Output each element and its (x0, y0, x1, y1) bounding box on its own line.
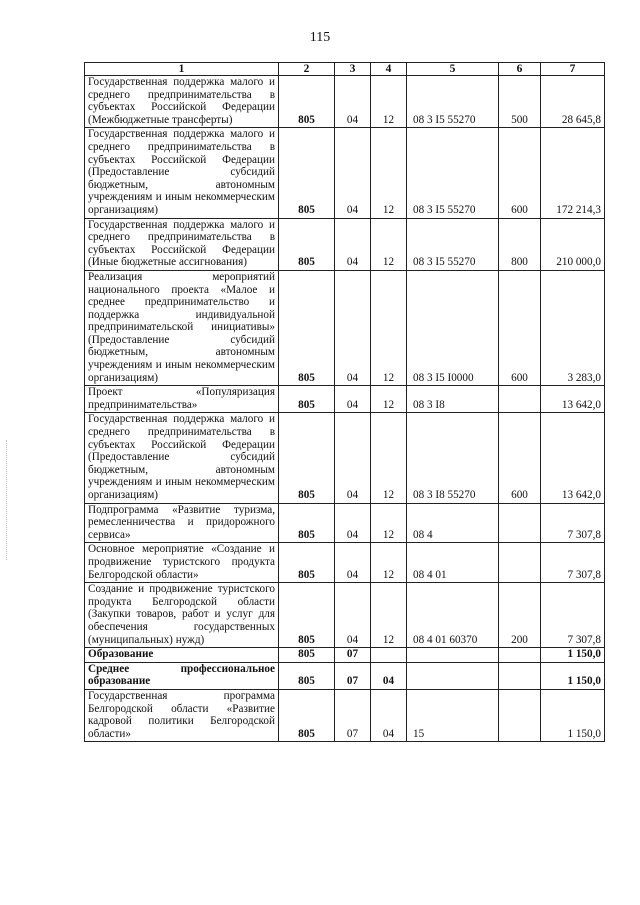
ministry-code-cell: 805 (279, 583, 335, 648)
target-article-cell (407, 648, 499, 663)
ministry-code-cell: 805 (279, 386, 335, 413)
amount-cell: 13 642,0 (541, 386, 605, 413)
ministry-code-cell: 805 (279, 218, 335, 270)
expense-type-cell: 200 (499, 583, 541, 648)
subsection-cell: 04 (371, 689, 407, 741)
row-name-cell: Основное мероприятие «Создание и продвижение туристского продукта Белгородской области» (85, 543, 279, 583)
subsection-cell: 12 (371, 413, 407, 503)
row-name-cell: Проект «Популяризация предпринимательства» (85, 386, 279, 413)
section-cell: 04 (335, 386, 371, 413)
amount-cell: 172 214,3 (541, 128, 605, 218)
ministry-code-cell: 805 (279, 543, 335, 583)
expense-type-cell: 600 (499, 413, 541, 503)
target-article-cell: 08 4 01 (407, 543, 499, 583)
target-article-cell: 08 3 I5 55270 (407, 218, 499, 270)
ministry-code-cell: 805 (279, 662, 335, 689)
ministry-code-cell: 805 (279, 270, 335, 385)
target-article-cell: 08 4 (407, 503, 499, 543)
table-row (85, 543, 605, 583)
row-name-cell: Государственная поддержка малого и среднего предпринимательства в субъектах Российской Федерации (Межбюджетные трансферты) (85, 76, 279, 128)
column-header-4: 4 (371, 63, 407, 76)
subsection-cell: 12 (371, 583, 407, 648)
column-header-1: 1 (85, 63, 279, 76)
section-cell: 07 (335, 662, 371, 689)
subsection-cell: 12 (371, 76, 407, 128)
section-cell: 04 (335, 413, 371, 503)
table-row (85, 583, 605, 648)
subsection-cell: 12 (371, 503, 407, 543)
subsection-cell: 12 (371, 386, 407, 413)
row-name-cell: Государственная программа Белгородской области «Развитие кадровой политики Белгородской области» (85, 689, 279, 741)
table-row (85, 648, 605, 663)
expense-type-cell: 600 (499, 270, 541, 385)
column-header-5: 5 (407, 63, 499, 76)
row-name-cell: Государственная поддержка малого и среднего предпринимательства в субъектах Российской Федерации (Предоставление субсидий бюджетным, автономным учреждениям и иным некоммерческим организациям) (85, 128, 279, 218)
section-cell: 04 (335, 543, 371, 583)
ministry-code-cell: 805 (279, 128, 335, 218)
scan-edge-marks (6, 440, 9, 560)
row-name-cell: Государственная поддержка малого и среднего предпринимательства в субъектах Российской Федерации (Предоставление субсидий бюджетным, автономным учреждениям и иным некоммерческим организациям) (85, 413, 279, 503)
amount-cell: 1 150,0 (541, 689, 605, 741)
page-number: 115 (309, 30, 331, 45)
target-article-cell (407, 662, 499, 689)
row-name-cell: Государственная поддержка малого и среднего предпринимательства в субъектах Российской Федерации (Иные бюджетные ассигнования) (85, 218, 279, 270)
section-cell: 04 (335, 128, 371, 218)
amount-cell: 3 283,0 (541, 270, 605, 385)
target-article-cell: 15 (407, 689, 499, 741)
subsection-cell: 12 (371, 218, 407, 270)
expense-type-cell (499, 689, 541, 741)
section-cell: 07 (335, 648, 371, 663)
section-cell: 04 (335, 76, 371, 128)
target-article-cell: 08 3 I5 55270 (407, 128, 499, 218)
row-name-cell: Реализация мероприятий национального проекта «Малое и среднее предпринимательство и поддержка индивидуальной предпринимательской инициативы» (Предоставление субсидий бюджетным, автономным учреждениям и иным некоммерческим организациям) (85, 270, 279, 385)
expense-type-cell: 600 (499, 128, 541, 218)
amount-cell: 7 307,8 (541, 543, 605, 583)
column-header-3: 3 (335, 63, 371, 76)
expense-type-cell (499, 503, 541, 543)
subsection-cell (371, 648, 407, 663)
expense-type-cell (499, 543, 541, 583)
table-row (85, 503, 605, 543)
subsection-cell: 12 (371, 543, 407, 583)
section-cell: 04 (335, 270, 371, 385)
amount-cell: 28 645,8 (541, 76, 605, 128)
column-header-6: 6 (499, 63, 541, 76)
column-header-7: 7 (541, 63, 605, 76)
target-article-cell: 08 3 I8 (407, 386, 499, 413)
row-name-cell: Подпрограмма «Развитие туризма, ремесленничества и придорожного сервиса» (85, 503, 279, 543)
subsection-cell: 12 (371, 128, 407, 218)
table-body (85, 76, 605, 742)
amount-cell: 7 307,8 (541, 503, 605, 543)
amount-cell: 1 150,0 (541, 662, 605, 689)
row-name-cell: Среднее профессиональное образование (85, 662, 279, 689)
ministry-code-cell: 805 (279, 648, 335, 663)
ministry-code-cell: 805 (279, 413, 335, 503)
expense-type-cell (499, 662, 541, 689)
section-cell: 04 (335, 503, 371, 543)
budget-table (84, 62, 605, 742)
table-header-row (85, 63, 605, 76)
amount-cell: 210 000,0 (541, 218, 605, 270)
expense-type-cell (499, 648, 541, 663)
expense-type-cell: 500 (499, 76, 541, 128)
amount-cell: 1 150,0 (541, 648, 605, 663)
table-row (85, 76, 605, 128)
subsection-cell: 12 (371, 270, 407, 385)
expense-type-cell (499, 386, 541, 413)
amount-cell: 7 307,8 (541, 583, 605, 648)
row-name-cell: Создание и продвижение туристского продукта Белгородской области (Закупки товаров, работ и услуг для обеспечения государственных (муниципальных) нужд) (85, 583, 279, 648)
subsection-cell: 04 (371, 662, 407, 689)
section-cell: 07 (335, 689, 371, 741)
table-row (85, 662, 605, 689)
ministry-code-cell: 805 (279, 689, 335, 741)
expense-type-cell: 800 (499, 218, 541, 270)
ministry-code-cell: 805 (279, 76, 335, 128)
table-row (85, 413, 605, 503)
target-article-cell: 08 4 01 60370 (407, 583, 499, 648)
table-row (85, 386, 605, 413)
column-header-2: 2 (279, 63, 335, 76)
table-row (85, 218, 605, 270)
target-article-cell: 08 3 I5 55270 (407, 76, 499, 128)
target-article-cell: 08 3 I5 I0000 (407, 270, 499, 385)
table-row (85, 128, 605, 218)
ministry-code-cell: 805 (279, 503, 335, 543)
section-cell: 04 (335, 583, 371, 648)
row-name-cell: Образование (85, 648, 279, 663)
amount-cell: 13 642,0 (541, 413, 605, 503)
table-row (85, 270, 605, 385)
section-cell: 04 (335, 218, 371, 270)
table-row (85, 689, 605, 741)
target-article-cell: 08 3 I8 55270 (407, 413, 499, 503)
